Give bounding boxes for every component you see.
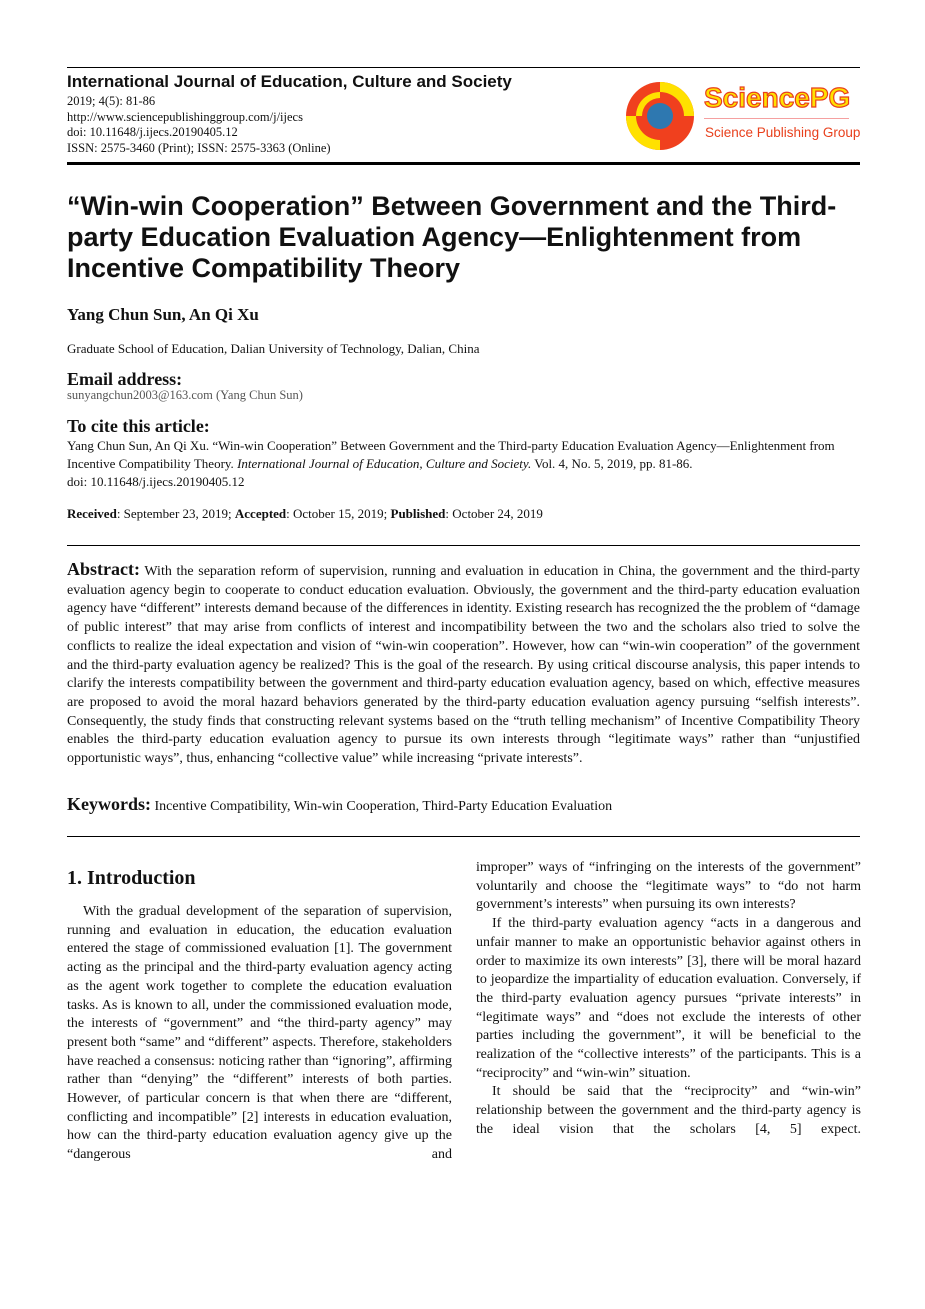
journal-meta [67,94,331,156]
keywords-text: Incentive Compatibility, Win-win Cooperation, Third-Party Education Evaluation [151,799,613,814]
received-label: Received [67,506,117,521]
email[interactable]: sunyangchun2003@163.com (Yang Chun Sun) [67,388,303,402]
logo-divider [704,118,849,119]
article-title: “Win-win Cooperation” Between Government and the Third-party Education Evaluation Agency—Enlightenment from Incentive Compatibility Theory [67,191,837,283]
received-date: : September 23, 2019; [116,506,235,521]
accepted-date: : October 15, 2019; [286,506,391,521]
citation-journal: International Journal of Education, Culture and Society. [237,456,532,471]
body-paragraph: It should be said that the “reciprocity” and “win-win” relationship between the government and the third-party agency is the ideal vision that the scholars [4, 5] expect. [476,1084,861,1137]
logo-subtitle: Science Publishing Group [705,125,861,140]
cite-label: To cite this article: [67,416,210,436]
email-label: Email address: [67,369,183,389]
sciencepg-logo [624,80,861,157]
logo-mark-icon [624,80,696,152]
journal-name: International Journal of Education, Culture and Society [67,72,512,91]
journal-url[interactable]: http://www.sciencepublishinggroup.com/j/ijecs [67,109,303,124]
header-rule [67,162,860,165]
citation-volume: Vol. 4, No. 5, 2019, pp. 81-86. [531,456,693,471]
doi: doi: 10.11648/j.ijecs.20190405.12 [67,125,238,140]
citation [67,437,865,491]
section-heading: 1. Introduction [67,867,196,889]
issn: ISSN: 2575-3460 (Print); ISSN: 2575-3363 (Online) [67,140,331,155]
body-right-column [476,859,861,1140]
logo-name: SciencePG [704,82,851,113]
abstract-bottom-rule [67,836,860,837]
abstract [67,560,860,769]
dates [67,505,543,523]
accepted-label: Accepted [234,506,287,521]
abstract-text: With the separation reform of supervision, running and evaluation in education in China, the government and the third-party evaluation agency begin to cooperate to conduct education evaluation. Obviously, the government and the third-party education evaluation agency have “different” interests demand because of the differences in identity. Existing research has recognized the the problem of “damage of public interest” that may arise from conflicts of interest and incompatibility between the two and the scholars also tried to solve the conflicts to realize the ideal expectation and vision of “win-win cooperation”. However, how can “win-win cooperation” of the government and the third-party evaluation agency be realized? This is the goal of the research. By using critical discourse analysis, this paper intends to clarify the interests compatibility between the government and third-party education evaluation agency, based on which, effective measures are proposed to avoid the moral hazard behaviors generated by the third-party education evaluation agency pursuing “selfish interests”. Consequently, the study finds that constructing relevant systems based on the “truth telling mechanism” of Incentive Compatibility Theory enables the third-party education evaluation agency to pursue its own interests through “legitimate ways” rather than “unjustified opportunistic ways”, thus, enhancing “collective value” while increasing “private interests”. [67,564,860,767]
body-paragraph: If the third-party evaluation agency “acts in a dangerous and unfair manner to make an opportunistic behavior against others in order to maximize its own interests” [3], there will be moral hazard to jeopardize the impartiality of education evaluation. Conversely, if the third-party evaluation agency pursues “private interests” in “legitimate ways” and “does not exclude the interests of other parties including the government”, it will be beneficial to the realization of the “collective interests” of the participants. This is a “reciprocity” and “win-win” situation. [476,916,861,1081]
citation-text: Yang Chun Sun, An Qi Xu. “Win-win Cooperation” Between Government and the Third-party Education Evaluation Agency—Enlightenment from Incentive Compatibility Theory. [67,438,835,471]
affiliation: Graduate School of Education, Dalian University of Technology, Dalian, China [67,341,480,356]
abstract-top-rule [67,545,860,546]
abstract-label: Abstract: [67,559,140,579]
issue: 2019; 4(5): 81-86 [67,94,156,108]
body-left-paragraph: With the gradual development of the separation of supervision, running and evaluation in education, the education evaluation entered the stage of commissioned evaluation [1]. The government acting as the principal and the third-party evaluation agency acting as the agent work together to complete the education evaluation tasks. As is known to all, under the commissioned evaluation mode, the interests of “government” and “the third-party agency” may present both “same” and “different” aspects. Therefore, stakeholders have reached a consensus: noticing rather than “ignoring”, affirming rather than “denying” the “different” interests of both parties. However, of particular concern is that when there are “different, conflicting and incompatible” [2] interests in education evaluation, how can the third-party education evaluation agency give up the “dangerous and [67,904,452,1163]
body-paragraph: improper” ways of “infringing on the interests of the government” voluntarily and choose the “legitimate ways” to “do not harm government’s interests” when pursuing its own interests? [476,860,861,913]
authors: Yang Chun Sun, An Qi Xu [67,305,259,324]
published-date: : October 24, 2019 [445,506,543,521]
keywords [67,795,860,817]
published-label: Published [390,506,446,521]
keywords-label: Keywords: [67,794,151,814]
top-rule [67,67,860,68]
citation-doi: doi: 10.11648/j.ijecs.20190405.12 [67,474,245,489]
